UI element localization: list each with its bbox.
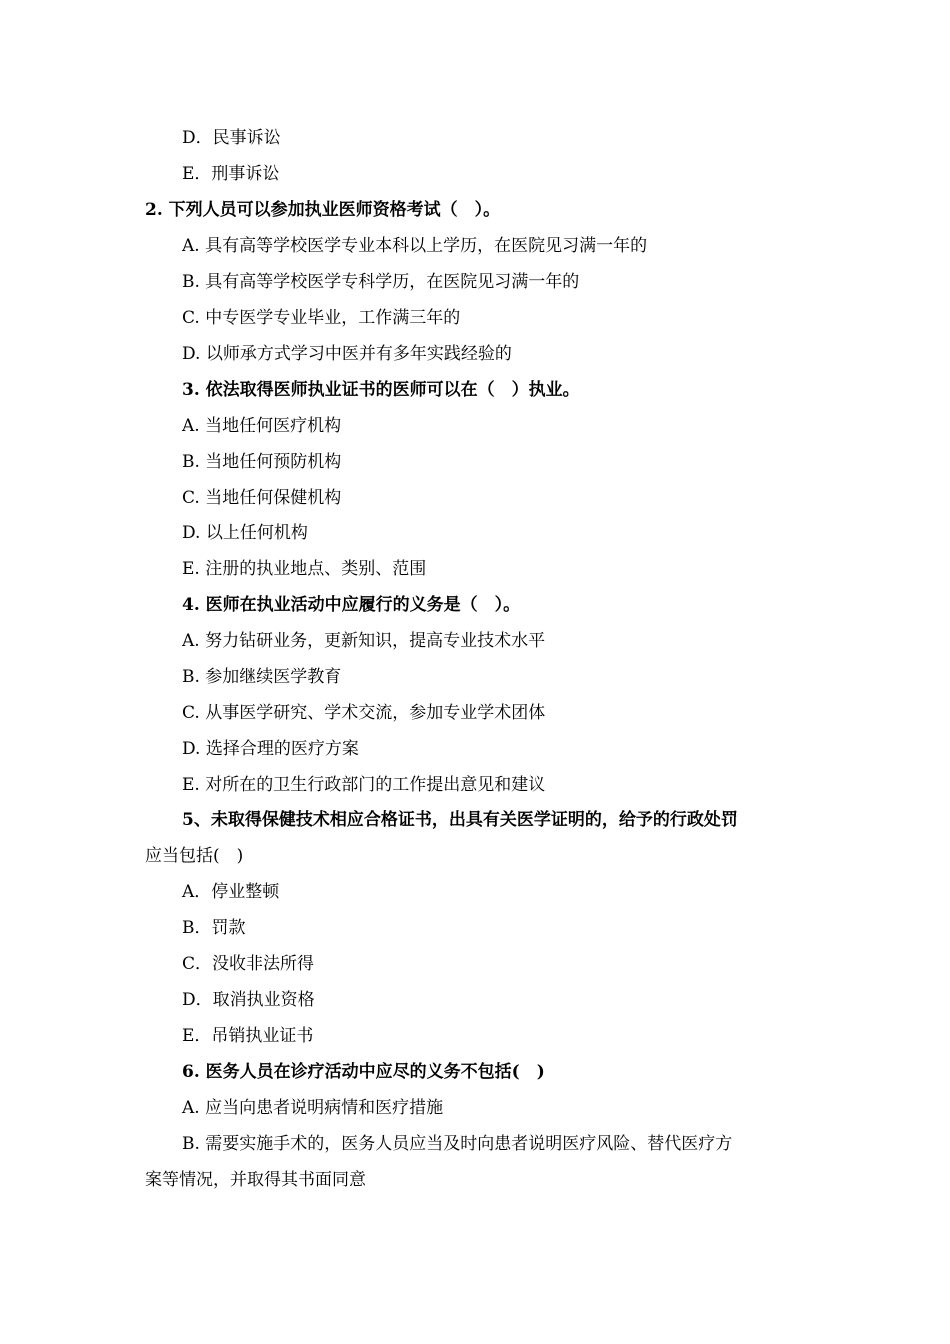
q6-stem: 6. 医务人员在诊疗活动中应尽的义务不包括( ) bbox=[182, 1062, 545, 1082]
q5-stem-line2: 应当包括( ) bbox=[145, 846, 244, 866]
q2-option-d: D. 以师承方式学习中医并有多年实践经验的 bbox=[182, 344, 512, 364]
q5-option-d: D．取消执业资格 bbox=[182, 990, 315, 1010]
q5-option-b: B．罚款 bbox=[182, 918, 246, 938]
q2-option-a: A. 具有高等学校医学专业本科以上学历，在医院见习满一年的 bbox=[182, 236, 648, 256]
q3-stem: 3. 依法取得医师执业证书的医师可以在（ ）执业。 bbox=[182, 380, 580, 400]
q5-stem-line1: 5、未取得保健技术相应合格证书，出具有关医学证明的，给予的行政处罚 bbox=[182, 810, 738, 830]
q6-option-b-line1: B. 需要实施手术的，医务人员应当及时向患者说明医疗风险、替代医疗方 bbox=[182, 1134, 733, 1154]
q2-stem: 2. 下列人员可以参加执业医师资格考试（ ）。 bbox=[145, 200, 501, 220]
q4-option-e: E. 对所在的卫生行政部门的工作提出意见和建议 bbox=[182, 775, 546, 795]
q3-option-d: D. 以上任何机构 bbox=[182, 523, 308, 543]
q4-stem: 4. 医师在执业活动中应履行的义务是（ ）。 bbox=[182, 595, 521, 615]
q3-option-b: B. 当地任何预防机构 bbox=[182, 452, 342, 472]
q3-option-e: E. 注册的执业地点、类别、范围 bbox=[182, 559, 427, 579]
q3-option-a: A. 当地任何医疗机构 bbox=[182, 416, 342, 436]
q3-option-c: C. 当地任何保健机构 bbox=[182, 488, 342, 508]
q4-option-c: C. 从事医学研究、学术交流，参加专业学术团体 bbox=[182, 703, 546, 723]
q2-option-b: B. 具有高等学校医学专科学历，在医院见习满一年的 bbox=[182, 272, 580, 292]
q2-option-c: C. 中专医学专业毕业，工作满三年的 bbox=[182, 308, 461, 328]
q1-option-d: D．民事诉讼 bbox=[182, 128, 281, 148]
q1-option-e: E．刑事诉讼 bbox=[182, 164, 280, 184]
q5-option-e: E．吊销执业证书 bbox=[182, 1026, 314, 1046]
q5-option-c: C．没收非法所得 bbox=[182, 954, 315, 974]
q6-option-b-line2: 案等情况，并取得其书面同意 bbox=[145, 1170, 366, 1190]
q5-option-a: A．停业整顿 bbox=[182, 882, 280, 902]
q4-option-b: B. 参加继续医学教育 bbox=[182, 667, 342, 687]
q4-option-a: A. 努力钻研业务，更新知识，提高专业技术水平 bbox=[182, 631, 546, 651]
q6-option-a: A. 应当向患者说明病情和医疗措施 bbox=[182, 1098, 444, 1118]
q4-option-d: D. 选择合理的医疗方案 bbox=[182, 739, 359, 759]
